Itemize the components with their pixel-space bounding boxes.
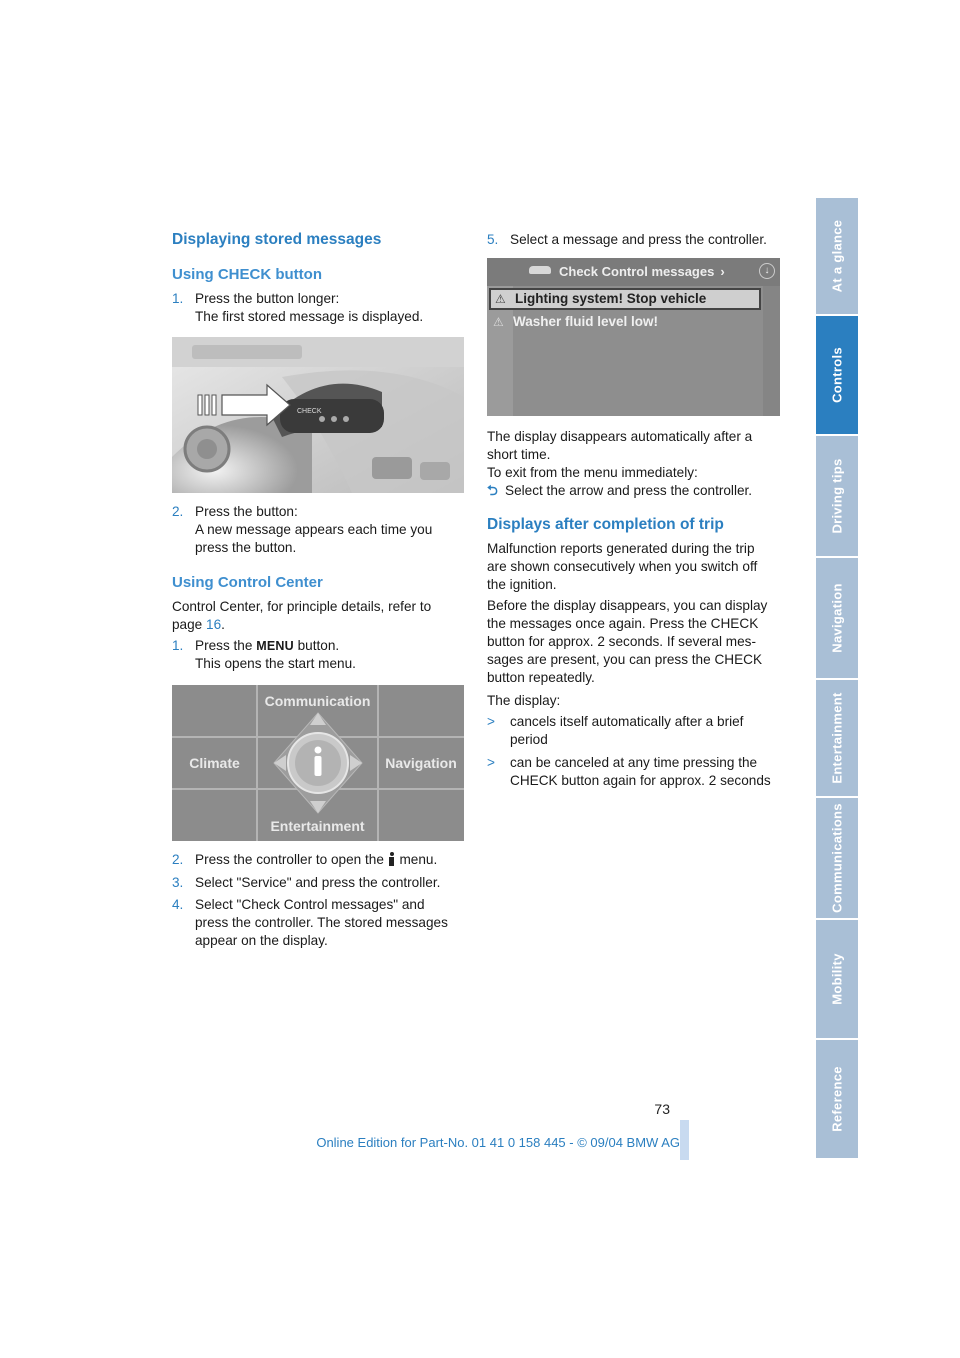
section-tabs: [816, 198, 858, 1160]
start-menu-screen: [172, 685, 464, 841]
message-row-1[interactable]: ⚠ Lighting system! Stop vehicle: [489, 288, 761, 310]
control-center-intro: Control Center, for principle details, refer to page 16.: [172, 599, 432, 632]
footer-bar: [680, 1120, 689, 1160]
step-4-cc: 4. Select "Check Control messages" and press the controller. The stored messages appear on the display.: [172, 897, 448, 948]
tab-navigation[interactable]: Navigation: [816, 558, 858, 680]
warning-icon: ⚠: [495, 292, 506, 306]
bullet-2: > can be canceled at any time pressing the CHECK button again for approx. 2 seconds: [487, 755, 771, 788]
heading-using-check-button: Using CHECK button: [172, 266, 322, 283]
menu-item-entertainment[interactable]: Entertainment: [270, 818, 365, 834]
step-5: 5. Select a message and press the controller.: [487, 232, 767, 247]
tab-driving-tips[interactable]: Driving tips: [816, 436, 858, 558]
tab-controls[interactable]: Controls: [816, 316, 858, 436]
check-control-screen: [487, 258, 780, 416]
message-row-2[interactable]: ⚠ Washer fluid level low!: [493, 314, 659, 329]
steering-stalk-photo: [172, 337, 464, 493]
after-text: The display disappears automatically after a short time. To exit from the menu immediately: ⮌ Select the arrow and press the controller.: [487, 429, 753, 498]
scroll-arrow-icon[interactable]: ↓: [759, 263, 775, 279]
trip-paragraph-1: Malfunction reports generated during the trip are shown consecutively when you switch off the ignition.: [487, 541, 758, 592]
tab-entertainment[interactable]: Entertainment: [816, 680, 858, 798]
tab-communications[interactable]: Communications: [816, 798, 858, 920]
bullet-1: > cancels itself automatically after a brief period: [487, 714, 744, 747]
step-3-cc: 3. Select "Service" and press the controller.: [172, 875, 441, 890]
tab-reference[interactable]: Reference: [816, 1040, 858, 1160]
menu-button-icon: MENU: [256, 639, 294, 653]
heading-using-control-center: Using Control Center: [172, 574, 323, 591]
page-link-16[interactable]: 16: [206, 617, 222, 632]
step-1-menu: 1. Press the MENU button. This opens the start menu.: [172, 638, 356, 671]
tab-mobility[interactable]: Mobility: [816, 920, 858, 1040]
check-label: CHECK: [297, 408, 322, 415]
heading-displays-after-trip: Displays after completion of trip: [487, 516, 724, 533]
menu-item-climate[interactable]: Climate: [189, 755, 240, 771]
chevron-right-icon: ›: [720, 264, 725, 279]
trip-paragraph-3: The display:: [487, 693, 561, 708]
step-1-check: 1. Press the button longer: The first stored message is displayed.: [172, 291, 424, 324]
screen-header: Check Control messages ›: [529, 264, 725, 279]
trip-paragraph-2: Before the display disappears, you can display the messages once again. Press the CHECK button for approx. 2 seconds. If several mes- sages are present, you can press the CHECK button repeatedly.: [487, 598, 768, 685]
info-icon: [388, 852, 396, 866]
step-2-check: 2. Press the button: A new message appears each time you press the button.: [172, 504, 433, 555]
menu-item-communication[interactable]: Communication: [264, 693, 371, 709]
car-icon: [529, 266, 551, 274]
tab-at-a-glance[interactable]: At a glance: [816, 198, 858, 316]
heading-displaying-stored-messages: Displaying stored messages: [172, 231, 382, 248]
menu-item-navigation[interactable]: Navigation: [385, 755, 457, 771]
page-number: 73: [654, 1101, 670, 1117]
step-2-cc: 2. Press the controller to open the menu.: [172, 852, 438, 867]
back-arrow-icon: ⮌: [487, 483, 498, 498]
warning-icon: ⚠: [493, 315, 504, 329]
footer-edition: Online Edition for Part-No. 01 41 0 158 445 - © 09/04 BMW AG: [316, 1135, 680, 1150]
